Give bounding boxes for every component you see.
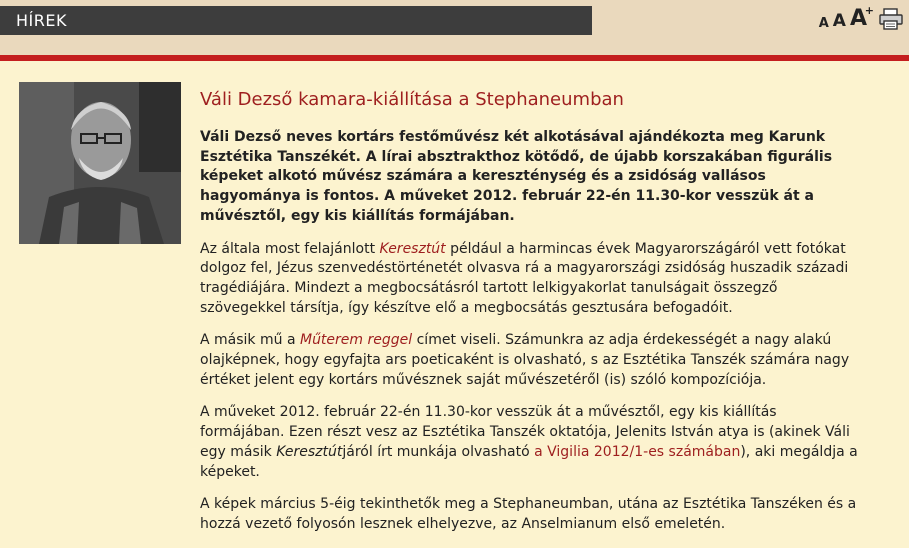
work-title-italic: Keresztút xyxy=(276,443,343,460)
section-title: HÍREK xyxy=(0,6,592,35)
text: járól írt munkája olvasható xyxy=(342,443,535,460)
font-size-medium-button[interactable]: A xyxy=(832,11,846,31)
article-lead: Váli Dezső neves kortárs festőművész két alkotásával ajándékozta meg Karunk Esztétika Tanszékét. A lírai absztrakthoz kötődő, de újabb korszakában figurális képeket alkotó művész számára a kereszténység és a zsidóság vallásos hagyománya is fontos. A műveket 2012. február 22-én 11.30-kor vesszük át a művésztől, egy kis kiállítás formájában. xyxy=(200,129,833,224)
artist-photo xyxy=(19,82,181,244)
vigilia-link[interactable]: a Vigilia 2012/1-es számában xyxy=(534,443,741,460)
article-body xyxy=(200,128,864,548)
font-size-small-button[interactable]: A xyxy=(818,16,829,31)
work-title-muterem: Műterem reggel xyxy=(299,332,413,349)
text: A műveket 2012. február 22-én 11.30-kor vesszük át a művésztől, egy kis kiállítás formájában. Ezen részt vesz az Esztétika Tanszék oktatója, Jelenits István atya is (akinek Váli egy másik xyxy=(200,404,850,460)
text: Az általa most felajánlott xyxy=(200,240,380,257)
text: ), aki megáldja a képeket. xyxy=(200,443,858,480)
printer-icon[interactable] xyxy=(879,8,903,30)
article-paragraph-1 xyxy=(200,240,864,319)
header-divider xyxy=(0,55,909,61)
font-size-large-label: A xyxy=(849,6,867,31)
work-title-kereszt: Keresztút xyxy=(379,240,446,257)
text: A másik mű a xyxy=(200,332,300,349)
article-paragraph-4: A képek március 5-éig tekinthetők meg a Stephaneumban, utána az Esztétika Tanszéken és a hozzá vezető folyosón lesznek elhelyezve, az Anselmianum első emeletén. xyxy=(200,496,857,532)
article-paragraph-2 xyxy=(200,331,864,390)
text: címet viseli. Számunkra az adja érdekességét a nagy alakú olajképnek, hogy egyfajta ars poeticaként is olvasható, s az Esztétika Tanszék számára nagy értéket jelent egy kortárs művésznek saját művészetéről (is) szóló kompozíciója. xyxy=(200,332,850,388)
text: például a harmincas évek Magyarországáról vett fotókat dolgoz fel, Jézus szenvedéstörténetét olvasva rá a magyarországi zsidóság huszadik századi tragédiájára. Mindezt a megbocsátásról tartott lelkigyakorlat tanulságait összegző szövegekkel társítja, így készítve elő a megbocsátás gesztusára befogadóit. xyxy=(200,240,849,316)
article-title: Váli Dezső kamara-kiállítása a Stephaneumban xyxy=(200,89,624,110)
toolbar xyxy=(818,4,903,31)
font-size-large-button[interactable] xyxy=(849,4,874,31)
article-paragraph-3 xyxy=(200,403,864,482)
font-plus-sign: + xyxy=(864,4,874,17)
